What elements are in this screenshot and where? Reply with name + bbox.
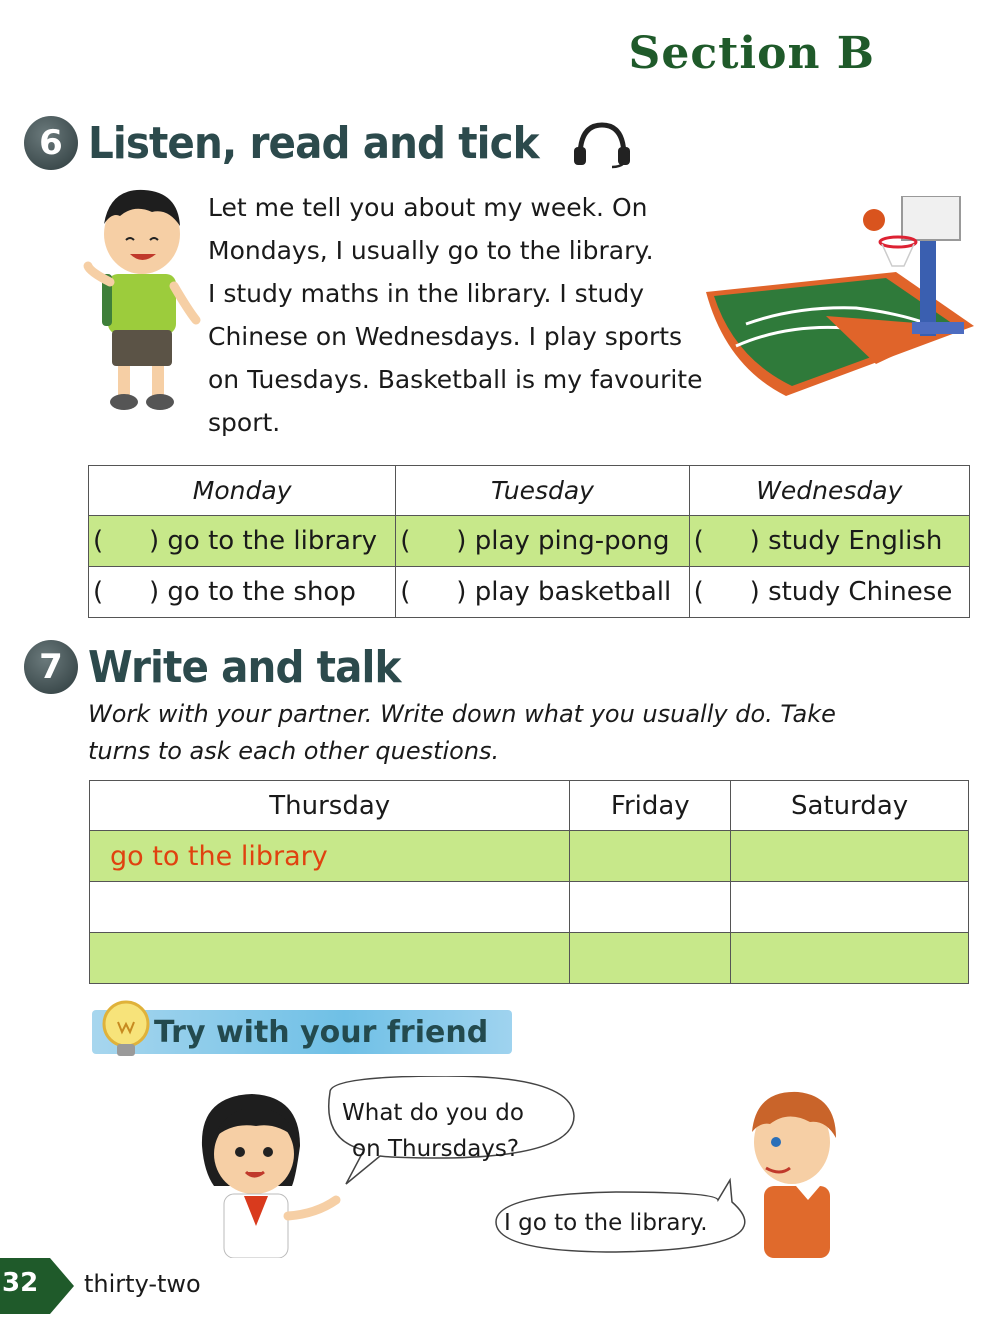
instruction-line: turns to ask each other questions.	[88, 737, 500, 765]
exercise-6-header	[24, 116, 634, 170]
tick-cell[interactable]	[89, 516, 396, 567]
option-text: go to the library	[167, 526, 378, 556]
answer-cell[interactable]	[570, 933, 731, 984]
girl-speech-line: What do you do	[342, 1100, 524, 1126]
answer-cell[interactable]	[570, 882, 731, 933]
answer-cell[interactable]	[90, 933, 570, 984]
try-with-friend-banner: Try with your friend	[92, 1010, 512, 1054]
open-paren: (	[400, 577, 411, 607]
tick-cell[interactable]	[689, 567, 969, 618]
example-answer-cell: go to the library	[90, 831, 570, 882]
tick-cell[interactable]	[689, 516, 969, 567]
instruction-line: Work with your partner. Write down what you usually do. Take	[88, 700, 836, 728]
page-number-word: thirty-two	[84, 1270, 201, 1298]
table-row	[90, 831, 969, 882]
option-text: study Chinese	[768, 577, 953, 607]
option-text: play basketball	[474, 577, 672, 607]
answer-cell[interactable]	[90, 882, 570, 933]
option-text: play ping-pong	[474, 526, 670, 556]
table-row	[89, 567, 970, 618]
header-wednesday: Wednesday	[689, 466, 969, 516]
table-header-row	[90, 781, 969, 831]
header-saturday: Saturday	[731, 781, 969, 831]
header-tuesday: Tuesday	[396, 466, 689, 516]
header-friday: Friday	[570, 781, 731, 831]
open-paren: (	[93, 526, 104, 556]
close-paren: )	[456, 526, 467, 556]
answer-cell[interactable]	[731, 933, 969, 984]
close-paren: )	[749, 526, 760, 556]
boy-friend-illustration	[752, 1092, 836, 1258]
exercise-7-header	[24, 640, 428, 694]
boy-speech-line: I go to the library.	[504, 1210, 708, 1236]
boy-illustration	[82, 182, 202, 418]
reading-passage	[208, 186, 708, 444]
open-paren: (	[93, 577, 104, 607]
headphones-icon	[570, 117, 634, 169]
dialogue-illustration	[196, 1076, 846, 1258]
answer-cell[interactable]	[731, 831, 969, 882]
answer-cell[interactable]	[731, 882, 969, 933]
table-row	[89, 516, 970, 567]
open-paren: (	[693, 526, 704, 556]
exercise-number: 6	[24, 116, 78, 170]
table-header-row	[89, 466, 970, 516]
exercise-title: Listen, read and tick	[88, 117, 539, 169]
basketball-court-illustration	[706, 196, 974, 400]
tick-cell[interactable]	[396, 567, 689, 618]
header-thursday: Thursday	[90, 781, 570, 831]
answer-cell[interactable]	[570, 831, 731, 882]
exercise-title: Write and talk	[88, 641, 401, 693]
exercise-6-table	[88, 465, 970, 618]
close-paren: )	[749, 577, 760, 607]
header-monday: Monday	[89, 466, 396, 516]
passage-line: Chinese on Wednesdays. I play sports	[208, 322, 683, 351]
exercise-7-table	[89, 780, 969, 984]
open-paren: (	[693, 577, 704, 607]
close-paren: )	[456, 577, 467, 607]
close-paren: )	[149, 577, 160, 607]
option-text: study English	[768, 526, 943, 556]
girl-illustration	[202, 1094, 336, 1258]
girl-speech-line: on Thursdays?	[352, 1136, 520, 1162]
close-paren: )	[149, 526, 160, 556]
passage-line: on Tuesdays. Basketball is my favourite	[208, 365, 703, 394]
table-row	[90, 882, 969, 933]
passage-line: Mondays, I usually go to the library.	[208, 236, 654, 265]
table-row	[90, 933, 969, 984]
tick-cell[interactable]	[89, 567, 396, 618]
option-text: go to the shop	[167, 577, 356, 607]
page-number: 32	[2, 1268, 39, 1298]
tick-cell[interactable]	[396, 516, 689, 567]
open-paren: (	[400, 526, 411, 556]
exercise-7-instruction	[88, 696, 968, 770]
section-title: Section B	[628, 28, 875, 79]
passage-line: Let me tell you about my week. On	[208, 193, 648, 222]
lightbulb-icon	[96, 998, 156, 1060]
passage-line: I study maths in the library. I study	[208, 279, 645, 308]
passage-line: sport.	[208, 408, 281, 437]
exercise-number: 7	[24, 640, 78, 694]
